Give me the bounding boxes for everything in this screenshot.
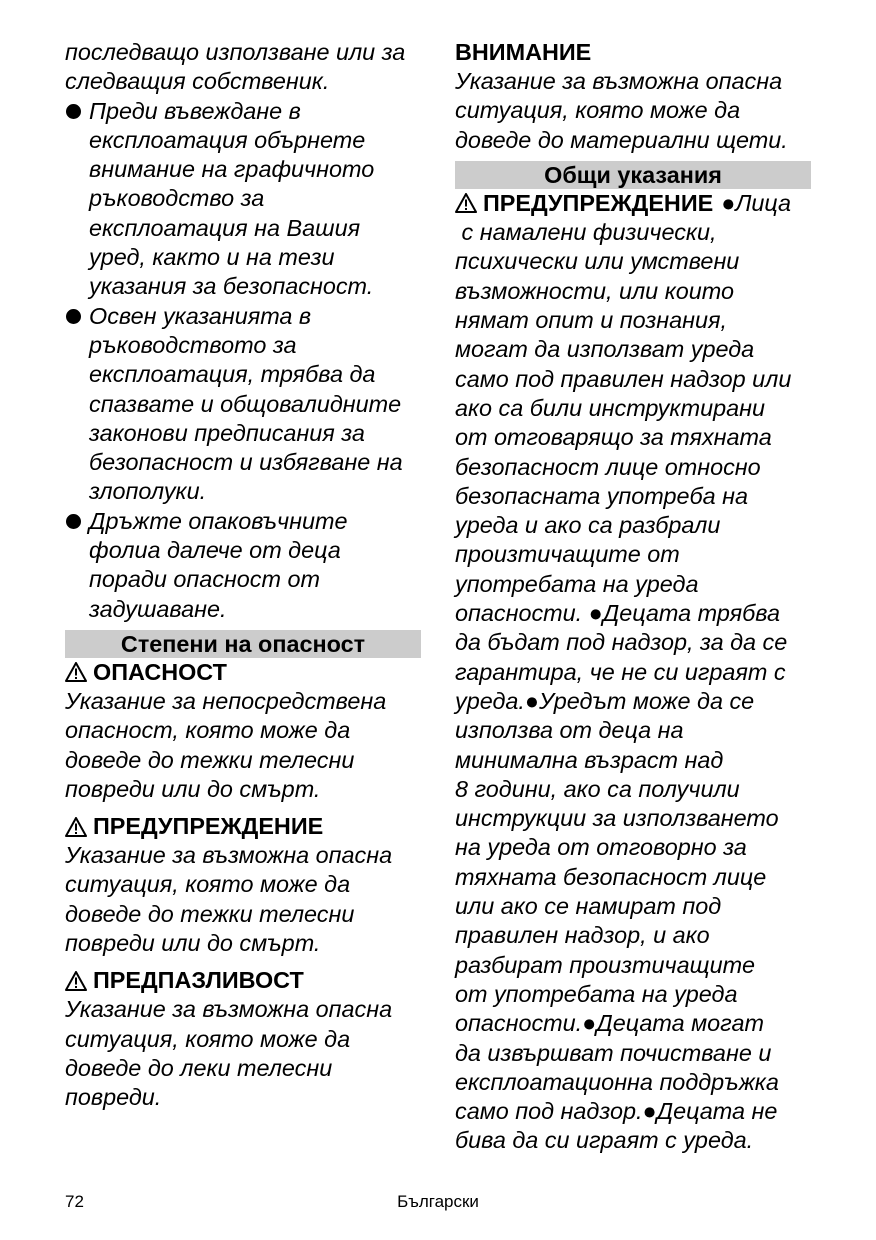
bullet-icon	[66, 309, 81, 324]
general-line: тяхната безопасност лице	[455, 863, 767, 890]
general-line: опасности.●Децата могат	[455, 1010, 764, 1037]
general-warning-title: ПРЕДУПРЕЖДЕНИЕ	[483, 189, 714, 216]
general-warning-paragraph	[455, 189, 811, 1156]
intro-text: последващо използване или за следващия собственик.	[65, 39, 406, 95]
danger-levels-heading: Степени на опасност	[65, 630, 421, 658]
warning-title: ПРЕДУПРЕЖДЕНИЕ	[93, 813, 324, 840]
right-column	[455, 38, 811, 1156]
bullet-text: Преди въвеждане в експлоатация обърнете внимание на графичното ръководство за експлоатация на Вашия уред, както и на тези указания за безопасност.	[89, 97, 375, 300]
general-line: използва от деца на	[455, 717, 684, 744]
general-line: от отговарящо за тяхната	[455, 424, 772, 451]
bullet-icon	[66, 514, 81, 529]
general-line: употребата на уреда	[455, 570, 699, 597]
general-line: възможности, или които	[455, 277, 734, 304]
general-line: само под надзор.●Децата не	[455, 1098, 778, 1125]
general-line: минимална възраст над	[455, 746, 724, 773]
attention-heading	[455, 38, 811, 67]
general-line: с намалени физически,	[455, 219, 717, 246]
general-lines	[455, 218, 811, 1156]
warning-heading	[65, 812, 421, 841]
general-line: безопасност лице относно	[455, 453, 761, 480]
general-line: ●Лица	[721, 189, 792, 216]
warning-triangle-icon	[65, 971, 87, 991]
warning-triangle-icon	[455, 193, 477, 213]
general-line: да извършват почистване и	[455, 1039, 772, 1066]
general-line: безопасната употреба на	[455, 482, 749, 509]
general-warning-first-line	[455, 189, 811, 218]
danger-heading	[65, 658, 421, 687]
attention-text: Указание за възможна опасна ситуация, която може да доведе до материални щети.	[455, 68, 788, 153]
danger-text: Указание за непосредствена опасност, която може да доведе до тежки телесни повреди или до смърт.	[65, 687, 387, 802]
list-item	[65, 507, 421, 624]
general-line: произтичащите от	[455, 541, 680, 568]
general-line: разбират произтичащите	[455, 951, 756, 978]
bullet-text: Освен указанията в ръководството за експлоатация, трябва да спазвате и общовалидните законови предписания за безопасност и избягване на злополуки.	[89, 302, 403, 505]
general-line: гарантира, че не си играят с	[455, 658, 786, 685]
general-line: от употребата на уреда	[455, 980, 738, 1007]
general-line: опасности. ●Децата трябва	[455, 600, 780, 627]
general-notes-heading: Общи указания	[455, 161, 811, 189]
general-line: или ако се намират под	[455, 893, 722, 920]
general-line: могат да използват уреда	[455, 336, 755, 363]
general-line: бива да си играят с уреда.	[455, 1127, 754, 1154]
attention-title: ВНИМАНИЕ	[455, 39, 592, 65]
general-line: нямат опит и познания,	[455, 307, 728, 334]
warning-triangle-icon	[65, 662, 87, 682]
general-line: да бъдат под надзор, за да се	[455, 629, 788, 656]
general-line: 8 години, ако са получили	[455, 775, 740, 802]
general-line: правилен надзор, и ако	[455, 922, 710, 949]
warning-text: Указание за възможна опасна ситуация, която може да доведе до тежки телесни повреди или до смърт.	[65, 842, 393, 957]
caution-text: Указание за възможна опасна ситуация, която може да доведе до леки телесни повреди.	[65, 996, 393, 1111]
page-number: 72	[65, 1192, 84, 1211]
left-column	[65, 38, 421, 1113]
list-item	[65, 302, 421, 507]
general-line: психически или умствени	[455, 248, 740, 275]
bullet-text: Дръжте опаковъчните фолиа далече от деца поради опасност от задушаване.	[89, 507, 348, 622]
general-line: ако са били инструктирани	[455, 394, 766, 421]
general-line: на уреда от отговорно за	[455, 834, 747, 861]
footer-language: Български	[397, 1192, 479, 1211]
safety-bullet-list	[65, 97, 421, 624]
list-item	[65, 97, 421, 302]
warning-triangle-icon	[65, 817, 87, 837]
danger-title: ОПАСНОСТ	[93, 658, 227, 685]
general-line: уреда и ако са разбрали	[455, 512, 721, 539]
bullet-icon	[66, 104, 81, 119]
general-line: експлоатационна поддръжка	[455, 1068, 779, 1095]
general-line: само под правилен надзор или	[455, 365, 792, 392]
general-line: инструкции за използването	[455, 805, 779, 832]
caution-title: ПРЕДПАЗЛИВОСТ	[93, 967, 304, 994]
caution-heading	[65, 966, 421, 995]
general-line: уреда.●Уредът може да се	[455, 687, 755, 714]
